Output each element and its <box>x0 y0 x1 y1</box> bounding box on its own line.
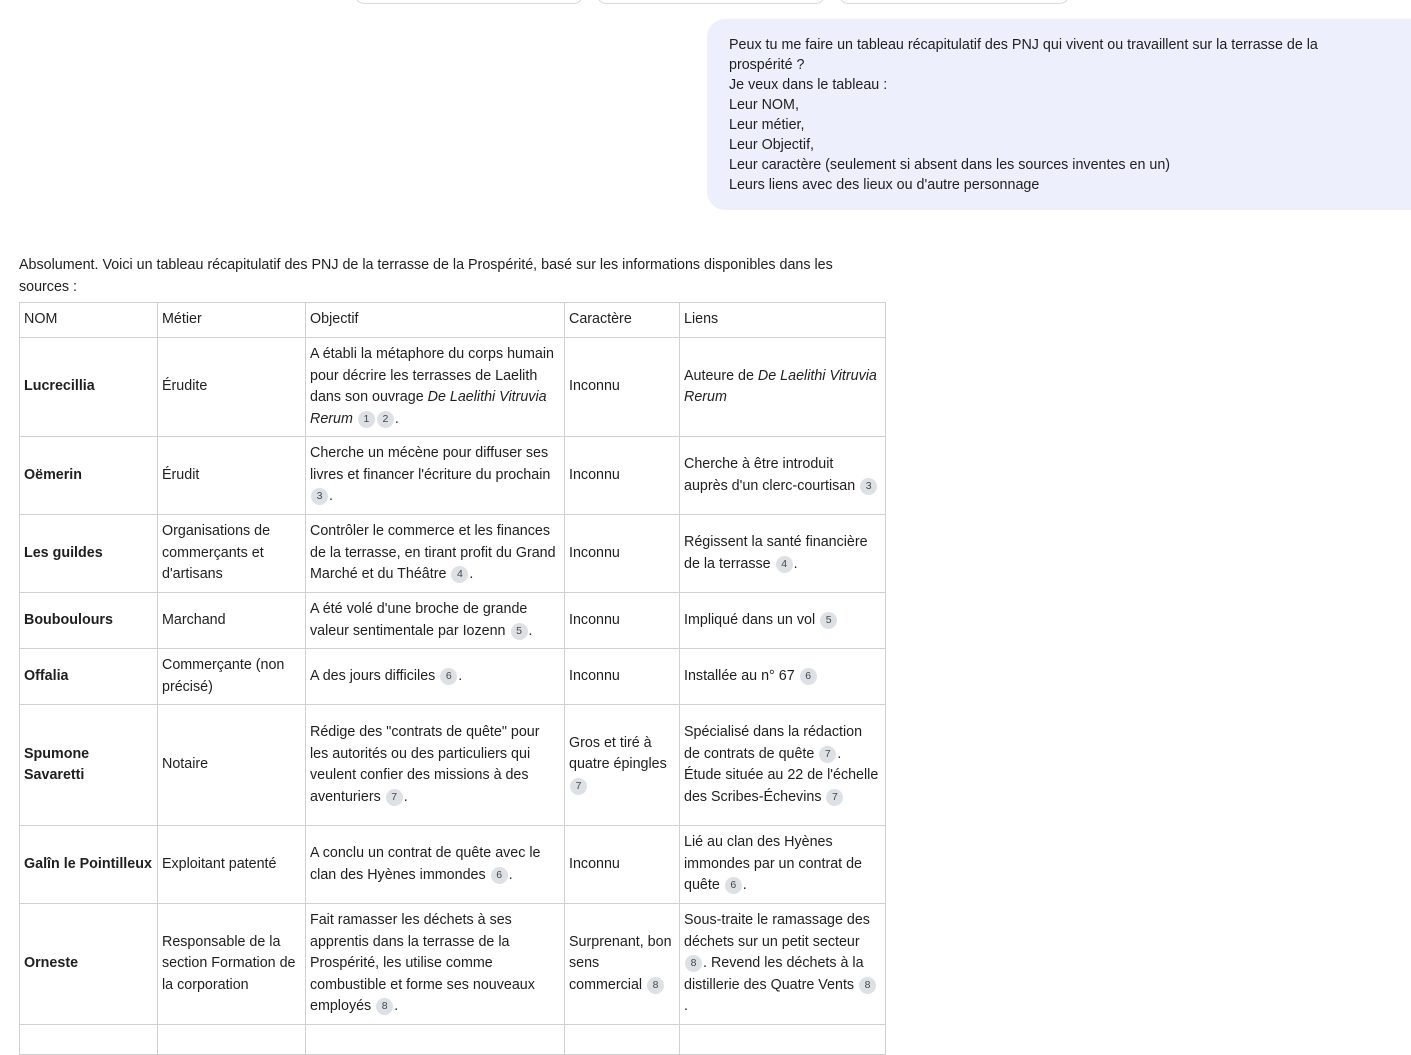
citation-chip[interactable]: 5 <box>820 612 837 629</box>
npc-caractere <box>565 705 680 826</box>
citation-chip[interactable]: 6 <box>725 877 742 894</box>
suggestion-chip[interactable] <box>355 0 583 4</box>
user-message-line: Leur caractère (seulement si absent dans les sources inventes en un) <box>729 157 1171 173</box>
table-row <box>20 904 886 1025</box>
table-row <box>20 826 886 904</box>
objectif-text: A des jours difficiles <box>310 667 436 684</box>
liens-text: Installée au n° 67 <box>684 667 795 684</box>
caractere-text: Gros et tiré à quatre épingles <box>569 734 667 773</box>
objectif-text: A été volé d'une broche de grande valeur sentimentale par Iozenn <box>310 601 528 639</box>
npc-name: Galîn le Pointilleux <box>20 826 158 904</box>
npc-name: Orneste <box>20 904 158 1025</box>
user-message-line: Leur métier, <box>729 117 805 133</box>
npc-name: Lucrecillia <box>20 338 158 437</box>
user-message-line: Leur NOM, <box>729 97 799 113</box>
npc-metier: Organisations de commerçants et d'artisans <box>158 515 306 593</box>
liens-text: Sous-traite le ramassage des déchets sur un petit secteur <box>684 912 870 950</box>
objectif-text: Cherche un mécène pour diffuser ses livres et financer l'écriture du prochain <box>310 445 551 483</box>
npc-caractere <box>565 904 680 1025</box>
liens-text: Régissent la santé financière de la terrasse <box>684 534 868 572</box>
npc-metier: Érudit <box>158 437 306 515</box>
table-row <box>20 338 886 437</box>
citation-chip[interactable]: 7 <box>570 778 587 795</box>
liens-text: Spécialisé dans la rédaction de contrats de quête <box>684 724 863 762</box>
npc-objectif: A conclu un contrat de quête avec le clan des Hyènes immondes 6 . <box>306 826 565 904</box>
header-objectif: Objectif <box>306 303 565 338</box>
suggestion-chip[interactable] <box>597 0 825 4</box>
npc-liens: Spécialisé dans la rédaction de contrats de quête 7 . Étude située au 22 de l'échelle des Scribes-Échevins 7 <box>680 705 886 826</box>
npc-caractere: Inconnu <box>565 593 680 649</box>
npc-metier: Responsable de la section Formation de la corporation <box>158 904 306 1025</box>
npc-caractere: Inconnu <box>565 515 680 593</box>
npc-objectif: Fait ramasser les déchets à ses apprentis dans la terrasse de la Prospérité, les utilise comme combustible et forme ses nouveaux employés 8 . <box>306 904 565 1025</box>
citation-chip[interactable]: 5 <box>511 623 528 640</box>
liens-text: Étude située au 22 de l'échelle des Scribes-Échevins <box>684 767 879 805</box>
npc-caractere: Inconnu <box>565 826 680 904</box>
user-message-line: prospérité ? <box>729 57 805 73</box>
npc-liens: Sous-traite le ramassage des déchets sur un petit secteur 8 . Revend les déchets à la distillerie des Quatre Vents 8. <box>680 904 886 1025</box>
objectif-text: Fait ramasser les déchets à ses apprentis dans la terrasse de la Prospérité, les utilise comme combustible et forme ses nouveaux employés <box>310 912 535 1015</box>
table-row <box>20 649 886 705</box>
npc-name: Oëmerin <box>20 437 158 515</box>
table-header-row <box>20 303 886 338</box>
header-caractere: Caractère <box>565 303 680 338</box>
response-intro: Absolument. Voici un tableau récapitulatif des PNJ de la terrasse de la Prospérité, basé sur les informations disponibles dans les sources : <box>19 257 833 295</box>
table-row <box>20 593 886 649</box>
citation-chip[interactable]: 1 <box>358 411 375 428</box>
liens-text: Cherche à être introduit auprès d'un clerc-courtisan <box>684 456 856 494</box>
npc-objectif: Rédige des "contrats de quête" pour les autorités ou des particuliers qui veulent confier des missions à des aventuriers 7 . <box>306 705 565 826</box>
npc-liens: Lié au clan des Hyènes immondes par un contrat de quête 6 . <box>680 826 886 904</box>
citation-chip[interactable]: 8 <box>685 955 702 972</box>
npc-liens <box>680 437 886 515</box>
user-message-line: Peux tu me faire un tableau récapitulatif des PNJ qui vivent ou travaillent sur la terrasse de la <box>729 37 1318 53</box>
npc-objectif: Contrôler le commerce et les finances de la terrasse, en tirant profit du Grand Marché et du Théâtre 4 . <box>306 515 565 593</box>
citation-chip[interactable]: 6 <box>440 668 457 685</box>
header-metier: Métier <box>158 303 306 338</box>
citation-chip[interactable]: 4 <box>451 566 468 583</box>
header-nom: NOM <box>20 303 158 338</box>
objectif-text: Rédige des "contrats de quête" pour les autorités ou des particuliers qui veulent confier des missions à des aventuriers <box>310 724 540 805</box>
objectif-text: A conclu un contrat de quête avec le clan des Hyènes immondes <box>310 845 541 883</box>
npc-liens: Régissent la santé financière de la terrasse 4 . <box>680 515 886 593</box>
citation-chip[interactable]: 8 <box>376 998 393 1015</box>
npc-objectif: A été volé d'une broche de grande valeur sentimentale par Iozenn 5 . <box>306 593 565 649</box>
npc-metier: Marchand <box>158 593 306 649</box>
npc-metier: Notaire <box>158 705 306 826</box>
table-row <box>20 1025 886 1055</box>
npc-liens <box>680 649 886 705</box>
npc-caractere: Inconnu <box>565 437 680 515</box>
npc-metier: Commerçante (non précisé) <box>158 649 306 705</box>
npc-caractere: Inconnu <box>565 338 680 437</box>
npc-liens <box>680 338 886 437</box>
citation-chip[interactable]: 7 <box>386 789 403 806</box>
npc-metier: Érudite <box>158 338 306 437</box>
liens-text: Lié au clan des Hyènes immondes par un contrat de quête <box>684 834 863 894</box>
liens-text: Revend les déchets à la distillerie des Quatre Vents <box>684 955 864 993</box>
citation-chip[interactable]: 7 <box>826 789 843 806</box>
citation-chip[interactable]: 6 <box>800 668 817 685</box>
npc-summary-table <box>19 302 886 1055</box>
npc-objectif: A des jours difficiles 6 . <box>306 649 565 705</box>
npc-name: Spumone Savaretti <box>20 705 158 826</box>
npc-objectif: A établi la métaphore du corps humain pour décrire les terrasses de Laelith dans son ouvrage De Laelithi Vitruvia Rerum 1 2 . <box>306 338 565 437</box>
citation-chip[interactable]: 7 <box>819 746 836 763</box>
user-message-line: Leurs liens avec des lieux ou d'autre personnage <box>729 177 1040 193</box>
header-liens: Liens <box>680 303 886 338</box>
table-row <box>20 515 886 593</box>
objectif-text: A établi la métaphore du corps humain pour décrire les terrasses de Laelith dans son ouvrage <box>310 346 554 405</box>
npc-metier: Exploitant patenté <box>158 826 306 904</box>
npc-name: Offalia <box>20 649 158 705</box>
citation-chip[interactable]: 8 <box>859 977 876 994</box>
npc-objectif: Cherche un mécène pour diffuser ses livres et financer l'écriture du prochain 3 . <box>306 437 565 515</box>
citation-chip[interactable]: 8 <box>647 977 664 994</box>
npc-liens <box>680 593 886 649</box>
liens-text: Impliqué dans un vol <box>684 611 816 628</box>
citation-chip[interactable]: 3 <box>860 478 877 495</box>
table-row <box>20 437 886 515</box>
caractere-text: Surprenant, bon sens commercial <box>569 933 672 993</box>
objectif-text: Contrôler le commerce et les finances de la terrasse, en tirant profit du Grand Marché et du Théâtre <box>310 523 556 583</box>
suggestion-chip[interactable] <box>839 0 1069 4</box>
npc-name: Bouboulours <box>20 593 158 649</box>
user-message-bubble <box>707 19 1411 210</box>
book-title: De Laelithi Vitruvia Rerum <box>310 389 547 427</box>
table-row <box>20 705 886 826</box>
npc-caractere: Inconnu <box>565 649 680 705</box>
book-title: De Laelithi Vitruvia Rerum <box>684 367 877 405</box>
citation-chip[interactable]: 3 <box>311 488 328 505</box>
npc-name: Les guildes <box>20 515 158 593</box>
liens-text: Auteure de <box>684 367 758 384</box>
citation-chip[interactable]: 6 <box>491 867 508 884</box>
citation-chip[interactable]: 2 <box>377 411 394 428</box>
user-message-line: Leur Objectif, <box>729 137 815 153</box>
user-message-line: Je veux dans le tableau : <box>729 77 888 93</box>
citation-chip[interactable]: 4 <box>776 556 793 573</box>
